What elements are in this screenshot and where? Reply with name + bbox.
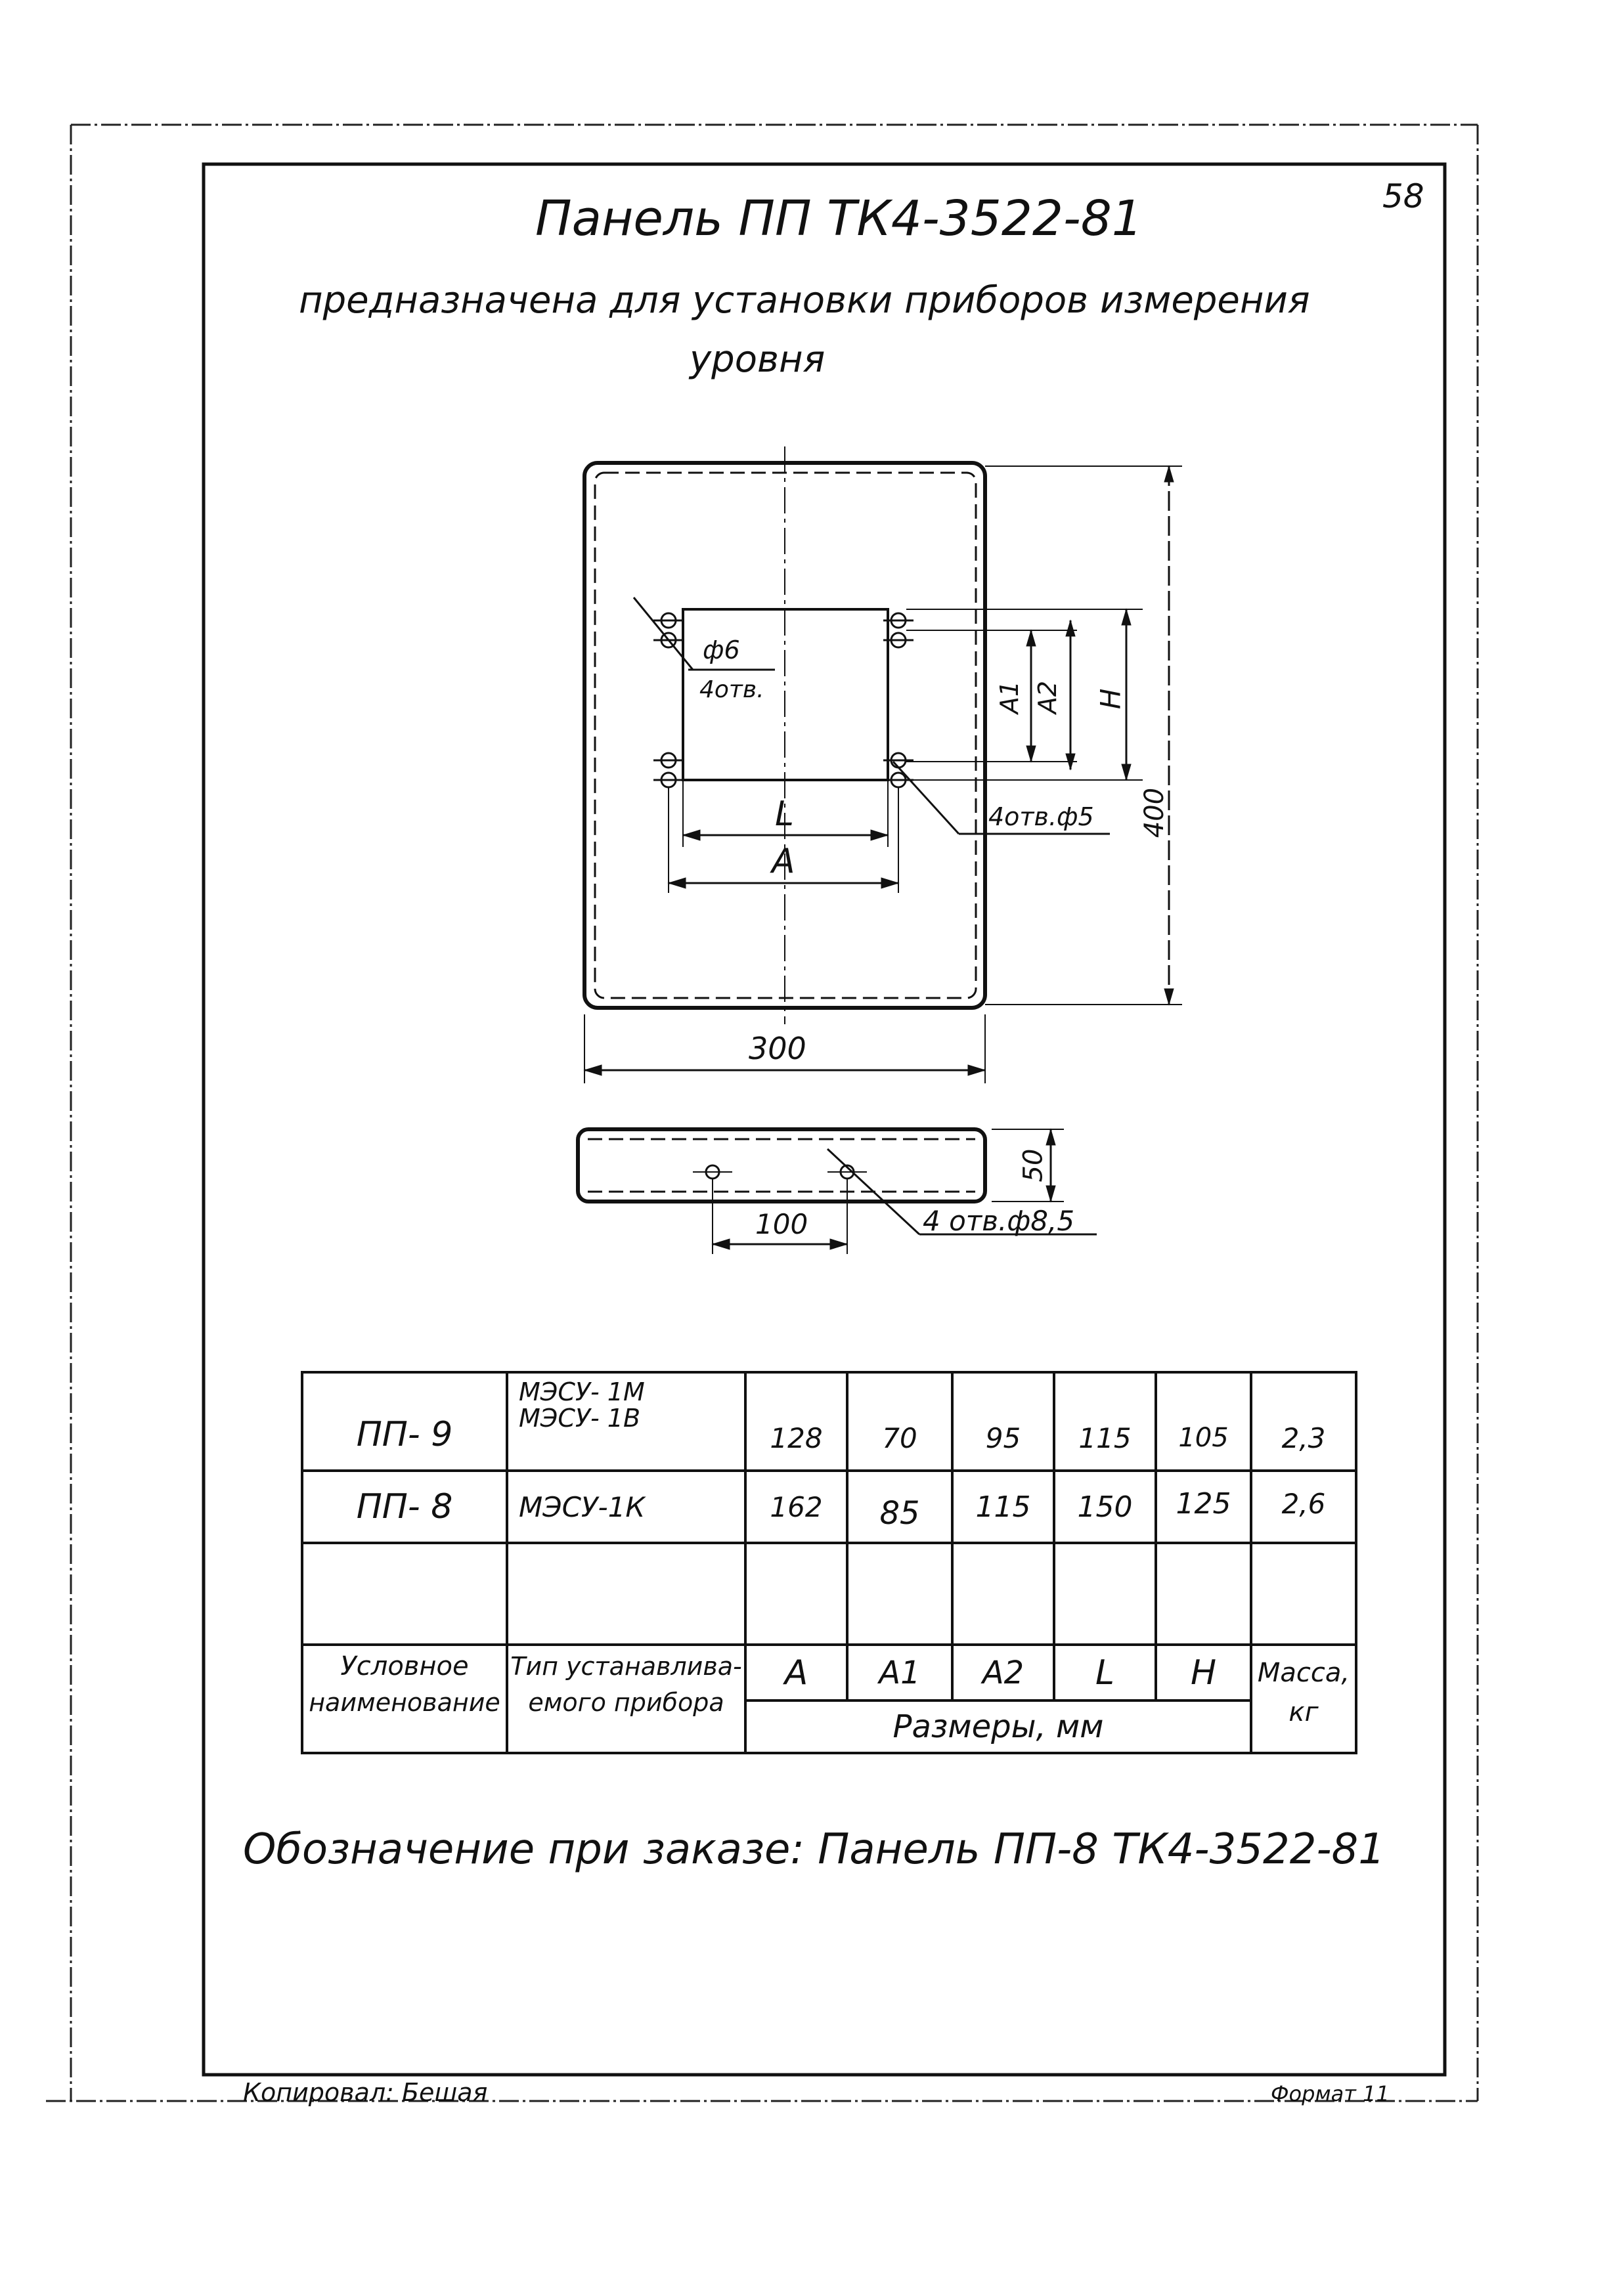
row-A1: 85 <box>879 1495 920 1532</box>
dim-A1-label: A1 <box>995 680 1024 714</box>
subtitle-line2: уровня <box>690 338 826 381</box>
page-title: Панель ПП ТК4-3522-81 <box>535 190 1143 247</box>
dim-A2-label: A2 <box>1033 680 1063 714</box>
row-mass: 2,3 <box>1281 1421 1326 1454</box>
page-number: 58 <box>1382 177 1424 215</box>
row-device-line1: МЭСУ-1К <box>519 1490 646 1523</box>
header-device-line2: емого прибора <box>528 1687 724 1717</box>
header-name-line2: наименование <box>309 1687 500 1717</box>
format-label: Формат 11 <box>1271 2081 1390 2106</box>
hole-phi5-label: 4отв.ф5 <box>988 802 1094 831</box>
row-A1: 70 <box>882 1421 917 1454</box>
hole-count-label: 4отв. <box>699 676 764 703</box>
row-L: 115 <box>1078 1421 1132 1454</box>
row-A: 128 <box>770 1421 823 1454</box>
dim-H-label: H <box>1094 688 1127 710</box>
header-L: L <box>1095 1653 1114 1693</box>
dim-L-label: L <box>775 794 794 834</box>
header-A2: A2 <box>982 1654 1024 1691</box>
row-A2: 95 <box>985 1421 1021 1454</box>
subtitle-line1: предназначена для установки приборов измерения <box>299 279 1310 322</box>
dim-A-label: A <box>772 842 795 881</box>
dim-50-label: 50 <box>1018 1148 1049 1182</box>
header-mass-line1: Масса, <box>1257 1657 1350 1688</box>
header-A: A <box>784 1653 808 1693</box>
header-name-line1: Условное <box>340 1651 469 1681</box>
order-designation: Обозначение при заказе: Панель ПП-8 ТК4-3522-81 <box>243 1825 1385 1874</box>
header-device-line1: Тип устанавлива- <box>510 1651 742 1681</box>
row-name: ПП- 8 <box>356 1487 453 1527</box>
header-H: H <box>1190 1653 1217 1693</box>
header-A1: A1 <box>879 1654 921 1691</box>
hole-phi85-label: 4 отв.ф8,5 <box>923 1205 1075 1237</box>
copied-by: Копировал: Бешая <box>243 2078 488 2107</box>
header-dims-label: Размеры, мм <box>892 1708 1104 1745</box>
dim-400-label: 400 <box>1139 787 1170 838</box>
row-mass: 2,6 <box>1281 1487 1326 1520</box>
row-H: 105 <box>1178 1423 1229 1453</box>
hole-phi6-label: ф6 <box>703 636 740 664</box>
row-device-line2: МЭСУ- 1В <box>519 1404 641 1433</box>
row-L: 150 <box>1077 1490 1133 1524</box>
row-name: ПП- 9 <box>356 1415 453 1454</box>
row-device-line1: МЭСУ- 1М <box>519 1377 645 1406</box>
row-A2: 115 <box>975 1490 1031 1524</box>
row-H: 125 <box>1176 1486 1231 1521</box>
row-A: 162 <box>770 1490 823 1523</box>
dim-100-label: 100 <box>755 1208 808 1240</box>
dim-300-label: 300 <box>749 1031 806 1066</box>
header-mass-line2: кг <box>1288 1697 1319 1727</box>
